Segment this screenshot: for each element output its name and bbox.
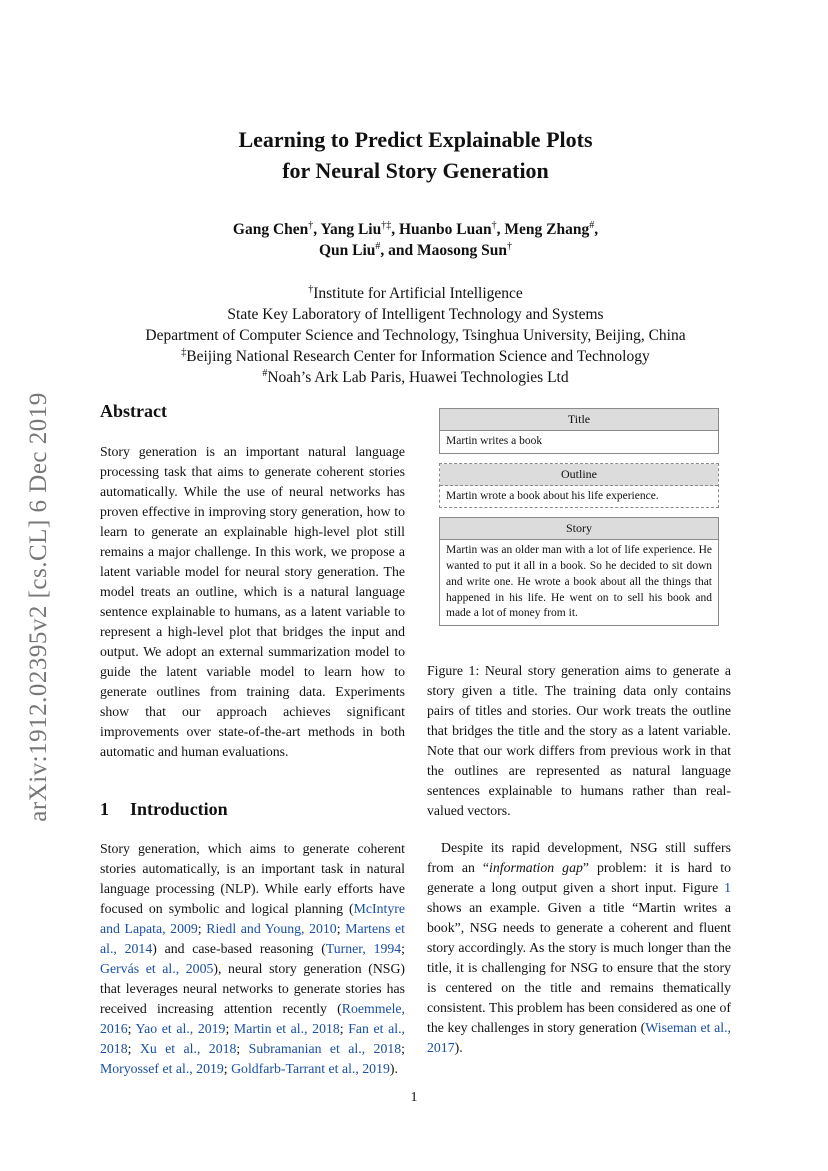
introduction-heading — [100, 798, 405, 820]
affiliation-line: †Institute for Artificial Intelligence — [308, 283, 523, 302]
author-list — [100, 219, 731, 261]
affiliation-line: Department of Computer Science and Technology, Tsinghua University, Beijing, China — [145, 327, 686, 344]
citation-link[interactable]: Moryossef et al., 2019 — [100, 1061, 224, 1076]
affiliation-line: #Noah’s Ark Lab Paris, Huawei Technologies Ltd — [262, 367, 569, 386]
author-line-1: Gang Chen†, Yang Liu†‡, Huanbo Luan†, Meng Zhang#, — [232, 219, 599, 238]
author-mark: † — [491, 219, 497, 231]
intro-paragraph-2: Despite its rapid development, NSG still suffers from an “information gap” problem: it is hard to generate a long output given a short input. Figure 1 shows an example. Given a title “Martin writes a book”, NSG needs to generate a coherent and fluent story accordingly. As the story is much longer than the title, it is challenging for NSG to ensure that the story is centered on the title and remains thematically consistent. This problem has been considered as one of the key challenges in story generation (Wiseman et al., 2017). — [427, 840, 731, 1055]
affiliations — [100, 283, 731, 388]
intro-continued — [427, 838, 731, 1058]
author-mark: † — [507, 240, 513, 252]
figure-title-box — [439, 408, 719, 454]
figure-outline-text: Martin wrote a book about his life experience. — [446, 489, 659, 502]
citation-link[interactable]: Wiseman et al., 2017 — [427, 1020, 731, 1055]
figure-reference-link[interactable]: 1 — [724, 880, 731, 895]
page-number: 1 — [410, 1090, 418, 1105]
author-mark: # — [375, 240, 381, 252]
figure-caption — [427, 661, 731, 821]
section-number: 1 — [100, 799, 109, 819]
figure-title-text: Martin writes a book — [446, 435, 543, 447]
citation-link[interactable]: Riedl and Young, 2010 — [206, 921, 337, 936]
arxiv-side-stamp — [22, 372, 56, 842]
emphasis: information gap — [489, 860, 583, 875]
author-name: Yang Liu — [320, 221, 382, 238]
paper-title — [100, 124, 731, 186]
figure-1 — [439, 408, 719, 635]
author-name: Huanbo Luan — [398, 221, 492, 238]
abstract-body: Story generation is an important natural language processing task that aims to generate coherent stories automatically. While the use of neural networks has proven effective in improving story generation, how to learn to generate an explainable high-level plot still remains a major challenge. In this work, we propose a latent variable model for neural story generation. The model treats an outline, which is a natural language sentence explainable to humans, as a latent variable to represent a high-level plot that bridges the input and output. We adopt an external summarization model to guide the latent variable model to learn how to generate outlines from training data. Experiments show that our approach achieves significant improvements over state-of-the-art methods in both automatic and human evaluations. — [100, 444, 405, 759]
citation-link[interactable]: Fan et al., 2018 — [100, 1021, 405, 1056]
figure-story-text: Martin was an older man with a lot of life experience. He wanted to put it all in a book. So he decided to sit down and write one. He wrote a book about all the things that happened in his life. He went on to sell his book and made a lot of money from it. — [446, 544, 712, 620]
title-line-1: Learning to Predict Explainable Plots — [238, 127, 593, 152]
figure-outline-label: Outline — [440, 464, 718, 486]
author-mark: † — [308, 219, 314, 231]
paper-header — [100, 124, 731, 388]
figure-title-label: Title — [440, 409, 718, 431]
author-name: Qun Liu — [318, 242, 376, 259]
introduction-section — [100, 798, 405, 1079]
citation-link[interactable]: Goldfarb-Tarrant et al., 2019 — [231, 1061, 390, 1076]
abstract-section — [100, 400, 405, 762]
citation-link[interactable]: Xu et al., 2018 — [139, 1041, 237, 1056]
citation-link[interactable]: Subramanian et al., 2018 — [248, 1041, 402, 1056]
figure-outline-box — [439, 463, 719, 509]
figure-1-caption: Figure 1: Neural story generation aims to generate a story given a title. The training data only contains pairs of titles and stories. Our work treats the outline that bridges the title and the story as a latent variable. Note that our work differs from previous work in that the outlines are represented as natural language sentences explainable to humans rather than real-valued vectors. — [427, 663, 731, 818]
citation-link[interactable]: Roemmele, 2016 — [100, 1001, 405, 1036]
citation-link[interactable]: Turner, 1994 — [325, 941, 402, 956]
section-title: Introduction — [130, 799, 228, 819]
author-name: Meng Zhang — [504, 221, 590, 238]
author-mark: # — [589, 219, 595, 231]
citation-link[interactable]: Martens et al., 2014 — [100, 921, 405, 956]
figure-story-box — [439, 517, 719, 626]
citation-link[interactable]: Yao et al., 2019 — [135, 1021, 226, 1036]
arxiv-identifier: arXiv:1912.02395v2 [cs.CL] 6 Dec 2019 — [25, 392, 52, 822]
citation-link[interactable]: McIntyre and Lapata, 2009 — [100, 901, 405, 936]
figure-story-label: Story — [440, 518, 718, 540]
affiliation-line: ‡Beijing National Research Center for Information Science and Technology — [181, 346, 650, 365]
citation-link[interactable]: Gervás et al., 2005 — [100, 961, 214, 976]
intro-paragraph-1: Story generation, which aims to generate coherent stories automatically, is an important task in natural language processing (NLP). While early efforts have focused on symbolic and logical planning (McIntyre and Lapata, 2009; Riedl and Young, 2010; Martens et al., 2014) and case-based reasoning (Turner, 1994; Gervás et al., 2005), neural story generation (NSG) that leverages neural networks to generate stories has received increasing attention recently (Roemmele, 2016; Yao et al., 2019; Martin et al., 2018; Fan et al., 2018; Xu et al., 2018; Subramanian et al., 2018; Moryossef et al., 2019; Goldfarb-Tarrant et al., 2019). — [100, 841, 406, 1076]
author-mark: †‡ — [381, 219, 392, 231]
author-name: Gang Chen — [232, 221, 309, 238]
author-name: and Maosong Sun — [388, 242, 508, 259]
title-line-2: for Neural Story Generation — [282, 158, 549, 183]
author-line-2: Qun Liu#, and Maosong Sun† — [318, 240, 513, 259]
citation-link[interactable]: Martin et al., 2018 — [233, 1021, 340, 1036]
abstract-heading: Abstract — [100, 401, 167, 421]
affiliation-line: State Key Laboratory of Intelligent Technology and Systems — [227, 306, 604, 323]
